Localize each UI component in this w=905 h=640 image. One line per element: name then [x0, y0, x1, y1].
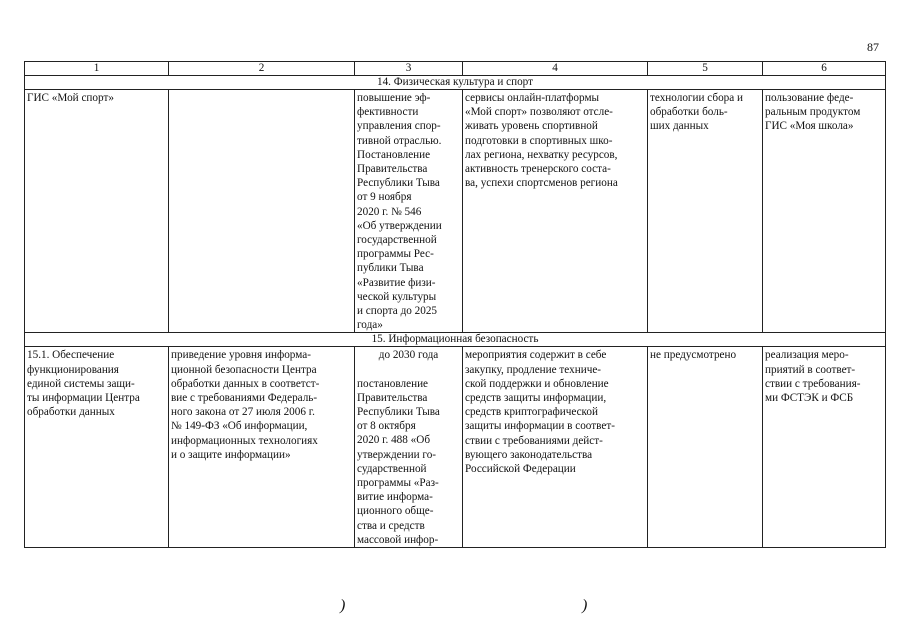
text-line: витие информа-: [357, 491, 433, 504]
text-line: утверждении го-: [357, 448, 437, 461]
text-line: программы «Раз-: [357, 477, 439, 490]
text-line: обработки данных: [27, 406, 115, 419]
text-line: пользование феде-: [765, 92, 854, 104]
text-line: массовой инфор-: [357, 533, 439, 546]
text-line: «Мой спорт» позволяют отсле-: [465, 106, 613, 119]
text-line: ного закона от 27 июля 2006 г.: [171, 406, 315, 419]
column-number: 2: [169, 62, 355, 76]
cell-description: [463, 347, 648, 548]
text-line: функционирования: [27, 363, 119, 376]
text-line: ционного обще-: [357, 505, 434, 518]
text-line: живать уровень спортивной: [465, 120, 598, 133]
text-line: ты информации Центра: [27, 392, 140, 405]
text-line: вие с требованиями Федераль-: [171, 392, 318, 405]
text-line: «Об утверждении: [357, 219, 442, 232]
cell-basis: [355, 347, 463, 548]
column-number: 1: [25, 62, 169, 76]
section-header-row: [25, 333, 886, 347]
text-line: программы Рес-: [357, 248, 434, 261]
text-line: Правительства: [357, 163, 428, 176]
cell-system-name: ГИС «Мой спорт»: [25, 90, 169, 333]
text-line: обработки данных в соответст-: [171, 377, 320, 390]
text-line: приятий в соответ-: [765, 363, 856, 376]
text-line: мероприятия содержит в себе: [465, 349, 607, 362]
cell-deadline: до 2030 года: [378, 349, 439, 362]
text-line: сударственной: [357, 462, 427, 475]
text-line: № 149-ФЗ «Об информации,: [171, 420, 308, 433]
column-number: 6: [763, 62, 886, 76]
text-line: года»: [357, 319, 383, 332]
text-line: постановление: [357, 377, 429, 390]
text-line: единой системы защи-: [27, 377, 135, 390]
text-line: ми ФСТЭК и ФСБ: [765, 392, 854, 405]
text-line: закупку, продление техниче-: [465, 363, 602, 376]
text-line: государственной: [357, 234, 437, 247]
cell-note: [763, 347, 886, 548]
text-line: активность тренерского соста-: [465, 163, 611, 176]
text-line: ческой культуры: [357, 290, 437, 303]
text-line: информационных технологиях: [171, 434, 318, 447]
column-number: 3: [355, 62, 463, 76]
text-line: технологии сбора и: [650, 92, 744, 104]
text-line: ральным продуктом: [765, 106, 861, 119]
text-line: 2020 г. 488 «Об: [357, 434, 431, 447]
text-line: от 8 октября: [357, 420, 416, 433]
text-line: тивной отраслью.: [357, 134, 442, 147]
text-line: «Развитие физи-: [357, 276, 436, 289]
footer-mark: ): [340, 597, 346, 614]
table-row: [25, 90, 886, 333]
text-line: обработки боль-: [650, 106, 728, 119]
text-line: лах региона, нехватку ресурсов,: [465, 148, 618, 161]
text-line: 2020 г. № 546: [357, 205, 422, 218]
column-number: 5: [648, 62, 763, 76]
text-line: Республики Тыва: [357, 406, 440, 419]
text-line: 15.1. Обеспечение: [27, 349, 115, 362]
spacer: [357, 363, 460, 377]
text-line: Российской Федерации: [465, 463, 576, 476]
section-header-row: [25, 76, 886, 90]
text-line: ской поддержки и обновление: [465, 377, 609, 390]
text-line: ГИС «Моя школа»: [765, 120, 854, 133]
text-line: реализация меро-: [765, 349, 849, 362]
text-line: вующего законодательства: [465, 448, 593, 461]
text-line: публики Тыва: [357, 262, 424, 275]
text-line: ва, успехи спортсменов региона: [465, 177, 618, 190]
page-number: 87: [867, 40, 879, 54]
cell-technology: [648, 90, 763, 333]
text-line: Постановление: [357, 148, 431, 161]
column-number-row: [25, 62, 886, 76]
cell-basis-text: [357, 377, 460, 547]
column-number: 4: [463, 62, 648, 76]
text-line: защиты информации в соответ-: [465, 420, 615, 433]
text-line: управления спор-: [357, 120, 441, 133]
text-line: фективности: [357, 106, 419, 119]
document-table: [24, 61, 886, 548]
text-line: и о защите информации»: [171, 448, 291, 461]
text-line: приведение уровня информа-: [171, 349, 311, 362]
text-line: ционной безопасности Центра: [171, 363, 317, 376]
text-line: средств криптографической: [465, 406, 599, 419]
footer-mark: ): [582, 597, 588, 614]
text-line: сервисы онлайн-платформы: [465, 92, 600, 104]
text-line: подготовки в спортивных шко-: [465, 134, 613, 147]
cell-system-name: [25, 347, 169, 548]
cell-goal: [169, 347, 355, 548]
text-line: ствии с требования-: [765, 377, 861, 390]
text-line: ства и средств: [357, 519, 425, 532]
text-line: ших данных: [650, 120, 709, 133]
cell-basis: [355, 90, 463, 333]
text-line: Правительства: [357, 391, 428, 404]
section-title: 15. Информационная безопасность: [25, 333, 886, 347]
cell-note: [763, 90, 886, 333]
text-line: и спорта до 2025: [357, 305, 438, 318]
cell-technology: не предусмотрено: [648, 347, 763, 548]
cell-description: [463, 90, 648, 333]
section-title: 14. Физическая культура и спорт: [25, 76, 886, 90]
text-line: Республики Тыва: [357, 177, 440, 190]
text-line: средств защиты информации,: [465, 392, 607, 405]
table-row: [25, 347, 886, 548]
text-line: ствии с требованиями дейст-: [465, 434, 603, 447]
text-line: от 9 ноября: [357, 191, 412, 204]
cell-goal: [169, 90, 355, 333]
text-line: повышение эф-: [357, 92, 431, 104]
